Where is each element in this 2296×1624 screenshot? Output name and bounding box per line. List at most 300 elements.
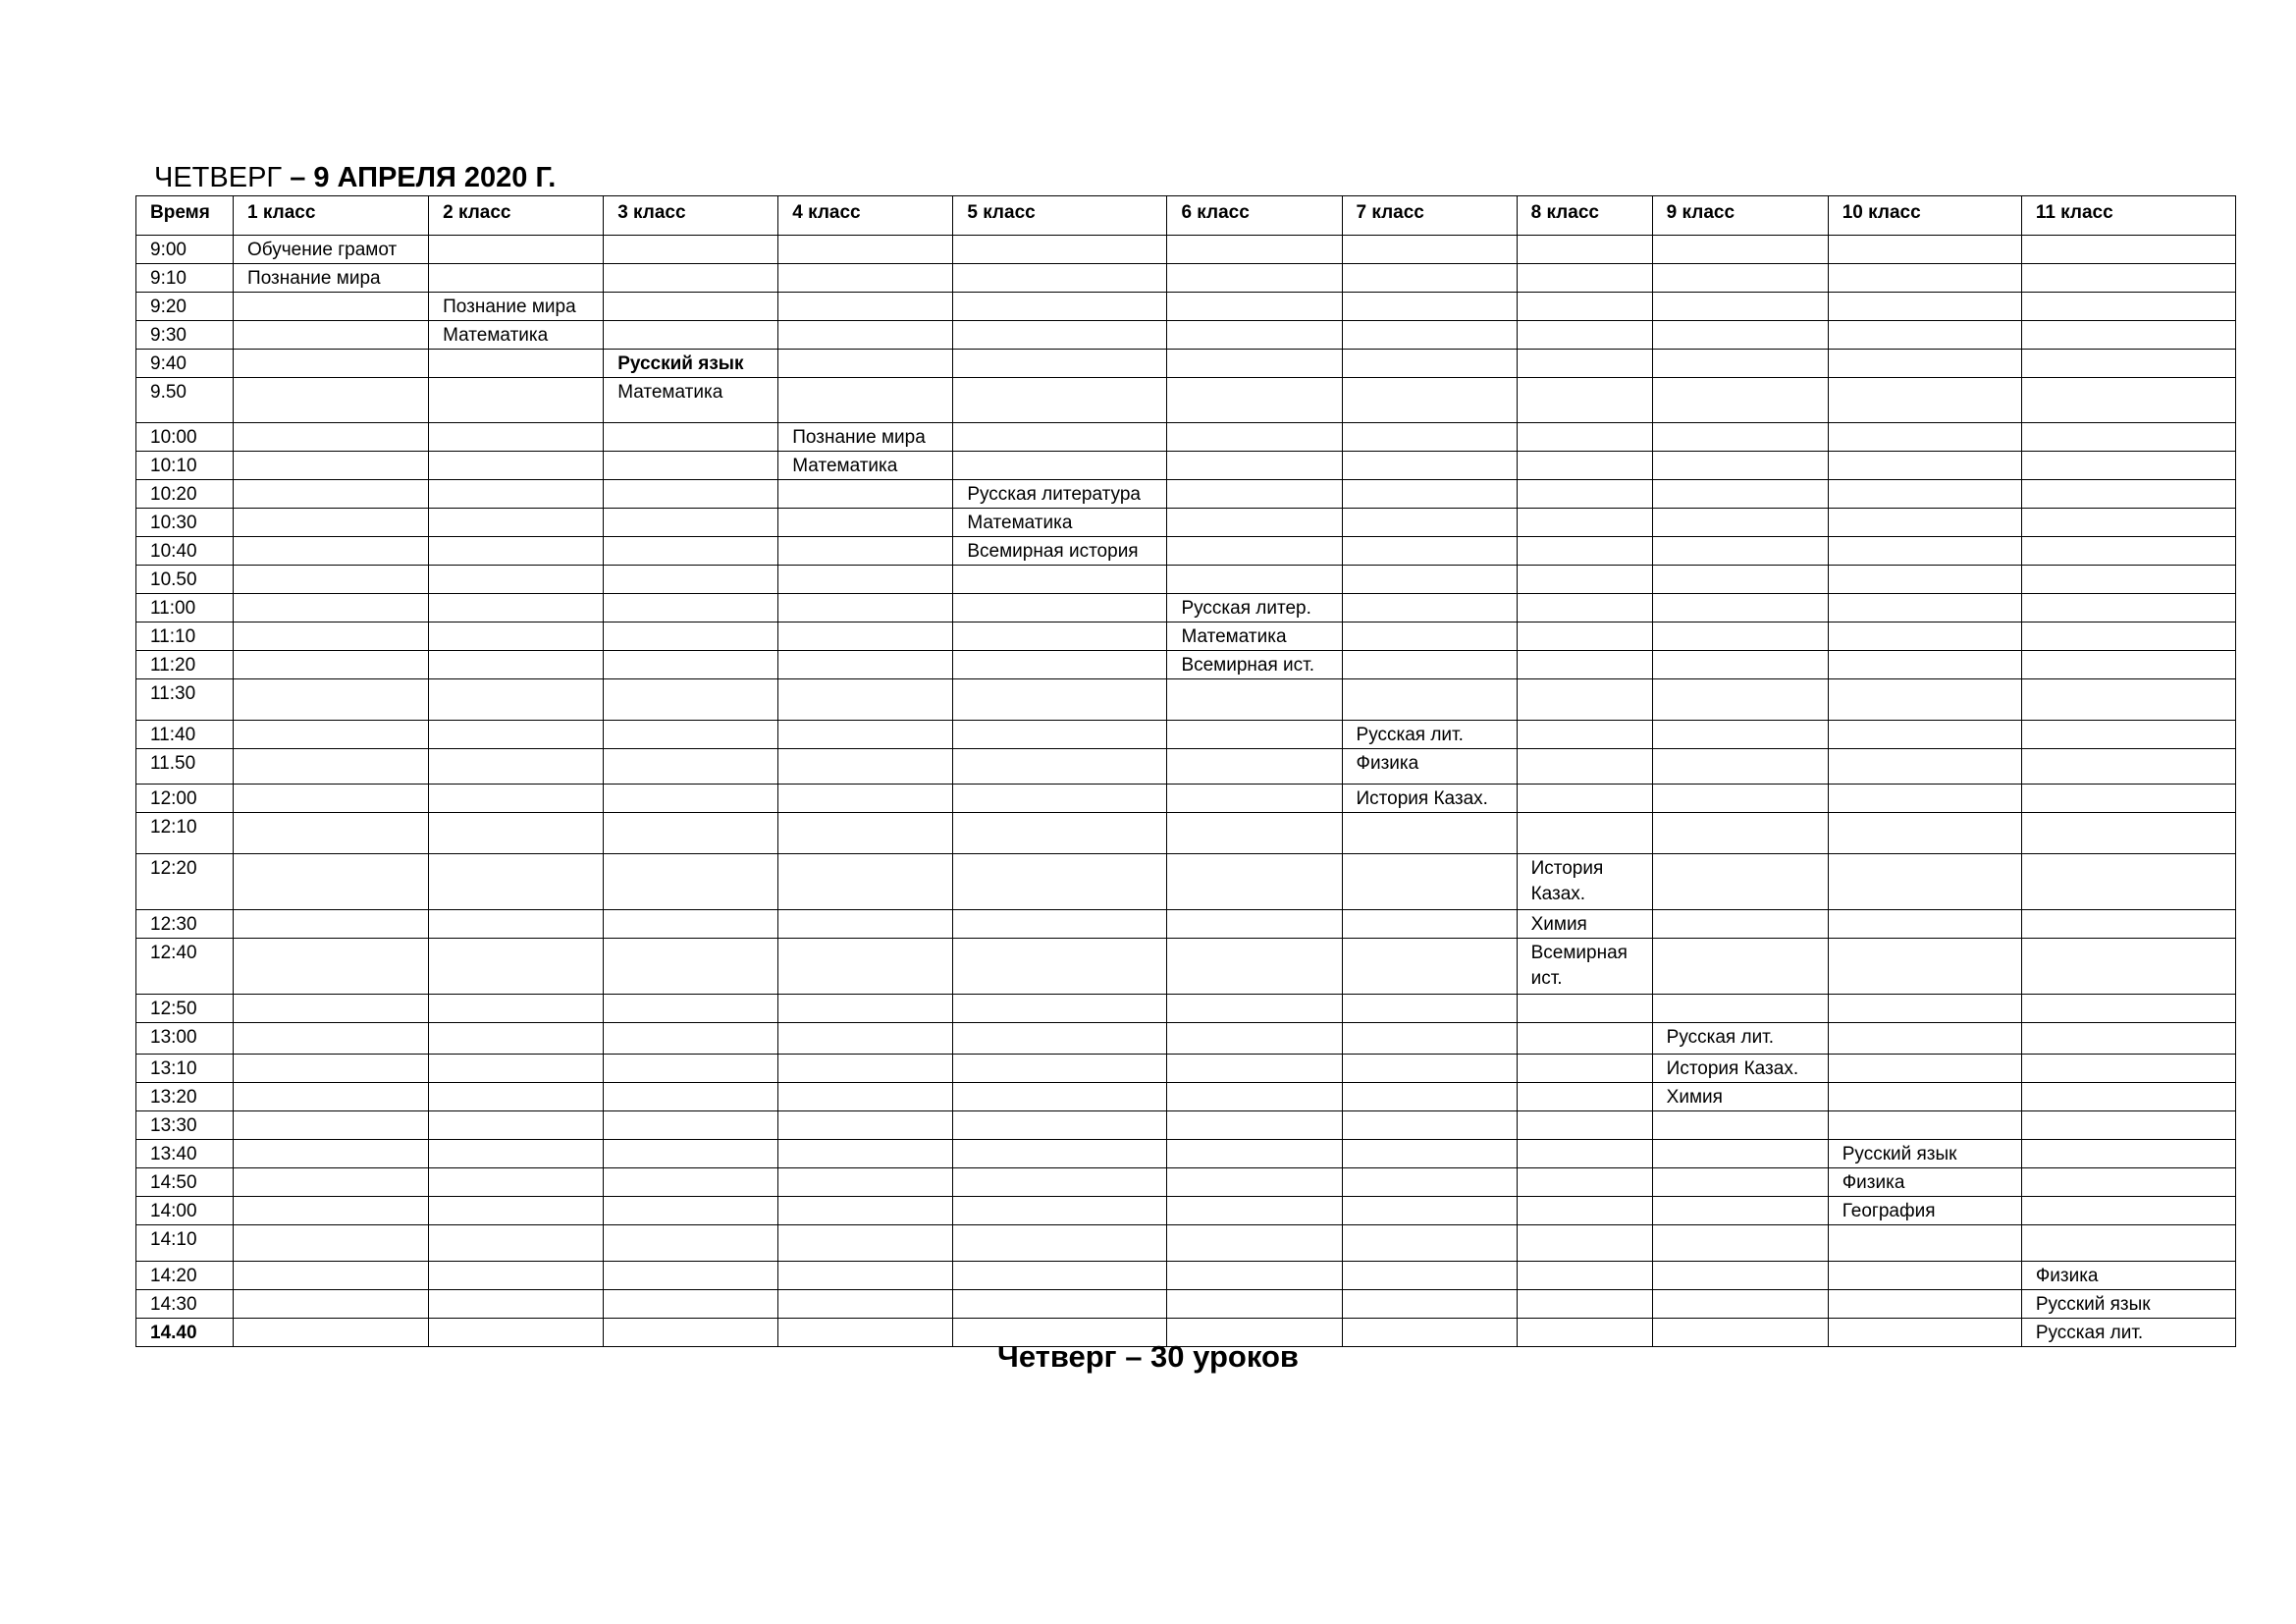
lesson-cell (953, 1055, 1167, 1083)
lesson-cell (604, 236, 778, 264)
lesson-cell: Математика (429, 321, 604, 350)
lesson-cell (1167, 1140, 1342, 1168)
lesson-cell (429, 1055, 604, 1083)
lesson-cell (429, 1083, 604, 1111)
lesson-cell (1342, 537, 1517, 566)
lesson-cell: Всемирная ист. (1517, 939, 1652, 995)
header-grade-3: 3 класс (604, 196, 778, 236)
time-cell: 11:00 (136, 594, 234, 623)
lesson-cell (1652, 749, 1828, 785)
lesson-cell (234, 293, 429, 321)
lesson-cell: История Казах. (1517, 854, 1652, 910)
lesson-cell (1342, 651, 1517, 679)
time-cell: 10:30 (136, 509, 234, 537)
lesson-cell (1167, 854, 1342, 910)
lesson-cell (953, 236, 1167, 264)
lesson-cell (429, 264, 604, 293)
lesson-cell (1517, 452, 1652, 480)
lesson-cell (1342, 679, 1517, 721)
lesson-cell (1342, 813, 1517, 854)
lesson-cell (1652, 480, 1828, 509)
lesson-cell (778, 1083, 953, 1111)
lesson-cell (234, 594, 429, 623)
lesson-cell (429, 813, 604, 854)
lesson-cell (604, 566, 778, 594)
lesson-cell: Математика (778, 452, 953, 480)
lesson-cell (429, 854, 604, 910)
lesson-cell (604, 321, 778, 350)
lesson-cell (429, 1290, 604, 1319)
lesson-cell (1517, 594, 1652, 623)
lesson-cell (2021, 350, 2235, 378)
lesson-cell (1167, 509, 1342, 537)
lesson-cell (1828, 1262, 2021, 1290)
lesson-cell (1828, 651, 2021, 679)
schedule-row (136, 1262, 2236, 1290)
lesson-cell (234, 854, 429, 910)
lesson-cell (1517, 321, 1652, 350)
page-title (154, 154, 556, 201)
lesson-cell (1342, 423, 1517, 452)
lesson-cell (1167, 1083, 1342, 1111)
lesson-cell (2021, 293, 2235, 321)
lesson-cell (778, 293, 953, 321)
schedule-row (136, 1290, 2236, 1319)
lesson-cell (953, 995, 1167, 1023)
title-date: – 9 АПРЕЛЯ 2020 Г. (290, 162, 557, 193)
lesson-cell: Математика (953, 509, 1167, 537)
lesson-cell: Химия (1652, 1083, 1828, 1111)
schedule-row (136, 1140, 2236, 1168)
lesson-cell (953, 813, 1167, 854)
header-grade-10: 10 класс (1828, 196, 2021, 236)
lesson-cell (778, 509, 953, 537)
header-grade-7: 7 класс (1342, 196, 1517, 236)
lesson-cell (1167, 1168, 1342, 1197)
lesson-cell: Русская литература (953, 480, 1167, 509)
lesson-cell (429, 939, 604, 995)
lesson-cell (604, 1140, 778, 1168)
lesson-cell (1517, 1083, 1652, 1111)
lesson-cell (1517, 293, 1652, 321)
lesson-cell (604, 594, 778, 623)
lesson-cell (953, 293, 1167, 321)
lesson-cell (1342, 1083, 1517, 1111)
lesson-cell (2021, 537, 2235, 566)
lesson-cell (604, 1290, 778, 1319)
lesson-cell (1828, 721, 2021, 749)
time-cell: 14:30 (136, 1290, 234, 1319)
lesson-cell (1517, 1168, 1652, 1197)
lesson-cell (1342, 1023, 1517, 1055)
schedule-row (136, 721, 2236, 749)
time-cell: 11:40 (136, 721, 234, 749)
schedule-row (136, 1023, 2236, 1055)
lesson-cell (1167, 679, 1342, 721)
lesson-cell (1167, 293, 1342, 321)
lesson-cell (953, 939, 1167, 995)
lesson-cell (1652, 236, 1828, 264)
lesson-cell (1517, 651, 1652, 679)
lesson-cell (1652, 293, 1828, 321)
lesson-cell (429, 378, 604, 423)
lesson-cell (1652, 321, 1828, 350)
lesson-cell (953, 623, 1167, 651)
header-grade-8: 8 класс (1517, 196, 1652, 236)
lesson-cell (1828, 813, 2021, 854)
lesson-cell (778, 1197, 953, 1225)
lesson-cell (1652, 623, 1828, 651)
schedule-row (136, 995, 2236, 1023)
time-cell: 14.40 (136, 1319, 234, 1347)
time-cell: 9:30 (136, 321, 234, 350)
lesson-cell (1828, 378, 2021, 423)
lesson-cell (234, 1055, 429, 1083)
lesson-cell (1517, 679, 1652, 721)
time-cell: 14:20 (136, 1262, 234, 1290)
lesson-cell (1517, 721, 1652, 749)
lesson-cell (1828, 537, 2021, 566)
lesson-cell (778, 594, 953, 623)
lesson-cell: Познание мира (778, 423, 953, 452)
lesson-cell (234, 721, 429, 749)
lesson-cell (234, 1225, 429, 1262)
schedule-body (136, 236, 2236, 1347)
lesson-cell (429, 236, 604, 264)
lesson-cell (1167, 452, 1342, 480)
lesson-cell (234, 679, 429, 721)
lesson-cell (604, 651, 778, 679)
lesson-cell (1517, 995, 1652, 1023)
lesson-cell (234, 910, 429, 939)
lesson-cell (2021, 321, 2235, 350)
lesson-cell: Русский язык (604, 350, 778, 378)
schedule-row (136, 293, 2236, 321)
lesson-cell (953, 1168, 1167, 1197)
lesson-cell (953, 785, 1167, 813)
schedule-row (136, 785, 2236, 813)
lesson-cell: Русская лит. (1342, 721, 1517, 749)
lesson-cell: Всемирная история (953, 537, 1167, 566)
schedule-row (136, 1197, 2236, 1225)
lesson-cell (2021, 452, 2235, 480)
lesson-cell (1517, 509, 1652, 537)
lesson-cell (953, 566, 1167, 594)
lesson-cell (604, 749, 778, 785)
lesson-cell (1517, 1262, 1652, 1290)
schedule-row (136, 264, 2236, 293)
lesson-cell (2021, 749, 2235, 785)
lesson-cell (1517, 236, 1652, 264)
lesson-cell (429, 509, 604, 537)
lesson-cell (778, 785, 953, 813)
lesson-cell (2021, 1023, 2235, 1055)
lesson-cell: Физика (1342, 749, 1517, 785)
lesson-cell (1342, 594, 1517, 623)
lesson-cell (2021, 785, 2235, 813)
time-cell: 13:10 (136, 1055, 234, 1083)
lesson-cell (1342, 509, 1517, 537)
lesson-cell (1652, 537, 1828, 566)
lesson-cell (1517, 1197, 1652, 1225)
lesson-cell (778, 321, 953, 350)
schedule-row (136, 350, 2236, 378)
lesson-cell (2021, 1083, 2235, 1111)
lesson-cell (1517, 1111, 1652, 1140)
lesson-cell (429, 679, 604, 721)
lesson-cell (429, 910, 604, 939)
lesson-cell (429, 537, 604, 566)
lesson-cell (1342, 1197, 1517, 1225)
lesson-cell (1517, 1140, 1652, 1168)
lesson-cell: Познание мира (234, 264, 429, 293)
lesson-cell (953, 378, 1167, 423)
lesson-cell (953, 1197, 1167, 1225)
lesson-cell (234, 1168, 429, 1197)
lesson-cell (1828, 264, 2021, 293)
lesson-cell (1652, 721, 1828, 749)
lesson-cell (1652, 813, 1828, 854)
lesson-cell (1652, 350, 1828, 378)
lesson-cell (2021, 1140, 2235, 1168)
lesson-cell (1167, 1111, 1342, 1140)
lesson-cell (2021, 1225, 2235, 1262)
lesson-cell (1167, 721, 1342, 749)
lesson-cell (2021, 623, 2235, 651)
lesson-cell (1342, 1140, 1517, 1168)
lesson-cell (604, 1262, 778, 1290)
lesson-cell (1652, 1197, 1828, 1225)
lesson-cell (234, 1140, 429, 1168)
lesson-cell (2021, 566, 2235, 594)
header-grade-9: 9 класс (1652, 196, 1828, 236)
lesson-cell (1828, 910, 2021, 939)
lesson-cell (2021, 264, 2235, 293)
lesson-cell (953, 423, 1167, 452)
lesson-cell (1342, 1055, 1517, 1083)
lesson-cell (1828, 566, 2021, 594)
lesson-cell (1828, 1290, 2021, 1319)
lesson-cell (2021, 1055, 2235, 1083)
time-cell: 13:00 (136, 1023, 234, 1055)
header-grade-6: 6 класс (1167, 196, 1342, 236)
lesson-cell: Русский язык (2021, 1290, 2235, 1319)
lesson-cell (953, 1225, 1167, 1262)
lesson-cell (429, 1225, 604, 1262)
lesson-cell (778, 995, 953, 1023)
lesson-cell (2021, 423, 2235, 452)
lesson-cell (778, 939, 953, 995)
lesson-cell (1167, 378, 1342, 423)
lesson-cell (1652, 509, 1828, 537)
lesson-cell (778, 350, 953, 378)
lesson-cell (1342, 1168, 1517, 1197)
lesson-cell (1342, 378, 1517, 423)
lesson-cell (604, 721, 778, 749)
lesson-cell (429, 749, 604, 785)
lesson-cell (1167, 1055, 1342, 1083)
lesson-cell (953, 679, 1167, 721)
lesson-cell (429, 1197, 604, 1225)
lesson-cell (778, 813, 953, 854)
lesson-cell (1167, 480, 1342, 509)
lesson-cell (234, 537, 429, 566)
lesson-cell (1652, 679, 1828, 721)
lesson-cell (778, 910, 953, 939)
lesson-cell (953, 452, 1167, 480)
lesson-cell (1828, 995, 2021, 1023)
lesson-cell (778, 1225, 953, 1262)
lesson-cell (1342, 264, 1517, 293)
lesson-cell (234, 378, 429, 423)
lesson-cell (953, 651, 1167, 679)
lesson-cell (1652, 939, 1828, 995)
time-cell: 9:10 (136, 264, 234, 293)
lesson-cell (953, 321, 1167, 350)
header-row (136, 196, 2236, 236)
lesson-cell (953, 594, 1167, 623)
lesson-cell (1167, 1262, 1342, 1290)
lesson-cell (1828, 509, 2021, 537)
lesson-cell: Русская лит. (2021, 1319, 2235, 1347)
lesson-cell (1167, 537, 1342, 566)
lesson-cell (778, 1111, 953, 1140)
lesson-cell (234, 651, 429, 679)
lesson-cell (1342, 623, 1517, 651)
lesson-cell (1167, 910, 1342, 939)
header-grade-1: 1 класс (234, 196, 429, 236)
lesson-cell (778, 236, 953, 264)
lesson-cell (1167, 995, 1342, 1023)
lesson-cell (1342, 480, 1517, 509)
lesson-cell (234, 566, 429, 594)
lesson-cell (234, 321, 429, 350)
lesson-cell (1828, 452, 2021, 480)
time-cell: 12:20 (136, 854, 234, 910)
header-grade-4: 4 класс (778, 196, 953, 236)
lesson-cell (604, 293, 778, 321)
lesson-cell (604, 264, 778, 293)
time-cell: 13:20 (136, 1083, 234, 1111)
lesson-cell (2021, 995, 2235, 1023)
lesson-cell (234, 623, 429, 651)
lesson-cell (1517, 566, 1652, 594)
lesson-cell (1828, 749, 2021, 785)
lesson-cell (953, 910, 1167, 939)
lesson-cell (1342, 854, 1517, 910)
schedule-row (136, 537, 2236, 566)
schedule-row (136, 749, 2236, 785)
time-cell: 10:10 (136, 452, 234, 480)
lesson-cell: География (1828, 1197, 2021, 1225)
lesson-cell: Познание мира (429, 293, 604, 321)
lesson-cell (2021, 378, 2235, 423)
lesson-cell (604, 1055, 778, 1083)
lesson-cell (778, 537, 953, 566)
schedule-row (136, 910, 2236, 939)
lesson-cell (1517, 378, 1652, 423)
lesson-cell (604, 679, 778, 721)
lesson-cell (1167, 236, 1342, 264)
schedule-row (136, 480, 2236, 509)
lesson-cell (1517, 264, 1652, 293)
schedule-row (136, 1168, 2236, 1197)
lesson-cell (234, 1290, 429, 1319)
time-cell: 11.50 (136, 749, 234, 785)
lesson-cell (1167, 321, 1342, 350)
lesson-cell (429, 1023, 604, 1055)
lesson-cell (778, 651, 953, 679)
lesson-cell (604, 813, 778, 854)
lesson-cell: Всемирная ист. (1167, 651, 1342, 679)
schedule-row (136, 1083, 2236, 1111)
schedule-row (136, 1111, 2236, 1140)
schedule-row (136, 813, 2236, 854)
lesson-cell (1828, 480, 2021, 509)
time-cell: 11:30 (136, 679, 234, 721)
lesson-cell (1517, 749, 1652, 785)
header-grade-2: 2 класс (429, 196, 604, 236)
lesson-cell (1342, 566, 1517, 594)
lesson-cell (429, 623, 604, 651)
lesson-cell (953, 1111, 1167, 1140)
lesson-cell (1652, 651, 1828, 679)
lesson-cell (1342, 452, 1517, 480)
time-cell: 12:30 (136, 910, 234, 939)
lesson-cell (953, 1023, 1167, 1055)
schedule-row (136, 679, 2236, 721)
header-time: Время (136, 196, 234, 236)
lesson-cell (953, 1140, 1167, 1168)
lesson-cell (1652, 785, 1828, 813)
lesson-cell (778, 566, 953, 594)
lesson-cell (2021, 721, 2235, 749)
lesson-cell (1828, 1083, 2021, 1111)
title-day: ЧЕТВЕРГ (154, 162, 283, 193)
header-grade-11: 11 класс (2021, 196, 2235, 236)
lesson-cell (1652, 910, 1828, 939)
lesson-cell (604, 1083, 778, 1111)
lesson-cell (604, 1111, 778, 1140)
lesson-cell (1167, 939, 1342, 995)
time-cell: 11:20 (136, 651, 234, 679)
time-cell: 13:40 (136, 1140, 234, 1168)
lesson-cell (1167, 1197, 1342, 1225)
schedule-row (136, 321, 2236, 350)
lesson-cell (953, 350, 1167, 378)
time-cell: 9.50 (136, 378, 234, 423)
lesson-cell (604, 509, 778, 537)
lesson-cell (1828, 1111, 2021, 1140)
lesson-cell (1652, 1290, 1828, 1319)
time-cell: 10:00 (136, 423, 234, 452)
lesson-cell (1828, 293, 2021, 321)
lesson-cell (429, 594, 604, 623)
lesson-cell (1517, 1023, 1652, 1055)
lesson-cell (778, 1290, 953, 1319)
lesson-cell (778, 378, 953, 423)
lesson-cell (1828, 939, 2021, 995)
lesson-cell (1652, 378, 1828, 423)
lesson-cell (1342, 350, 1517, 378)
time-cell: 9:00 (136, 236, 234, 264)
lesson-cell (1652, 995, 1828, 1023)
lesson-cell: Русская литер. (1167, 594, 1342, 623)
lesson-cell (778, 854, 953, 910)
lesson-cell (429, 785, 604, 813)
schedule-row (136, 651, 2236, 679)
lesson-cell: Физика (1828, 1168, 2021, 1197)
